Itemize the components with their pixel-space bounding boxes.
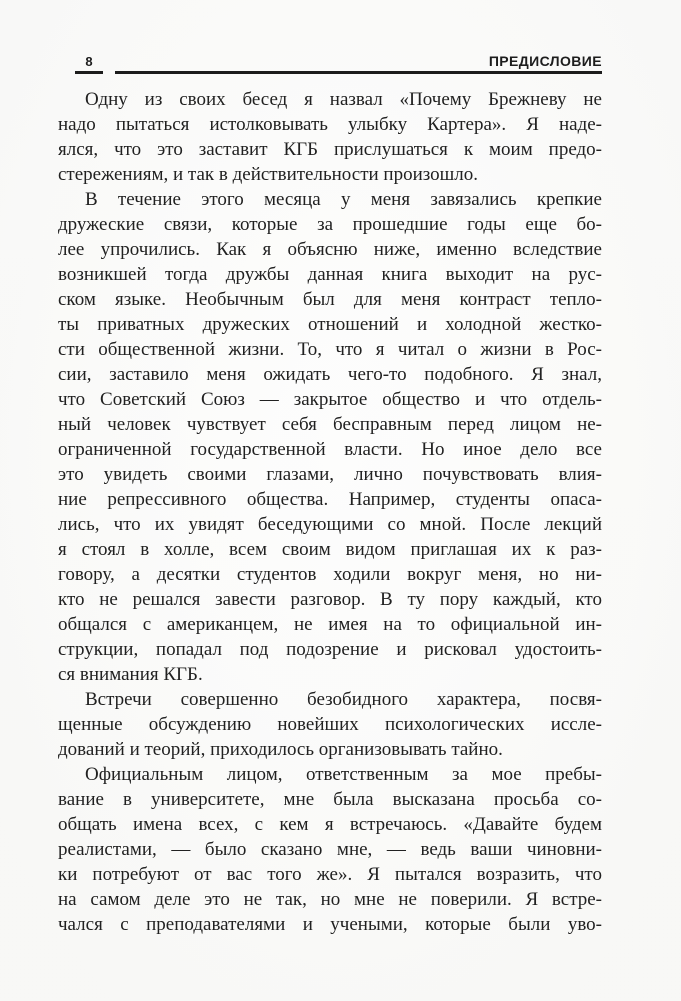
text-line: Одну из своих бесед я назвал «Почему Брежневу не [85,89,602,110]
header-rule [115,71,602,74]
text-line: вание в университете, мне была высказана просьба со- [58,789,602,810]
text-line: говору, а десятки студентов ходили вокруг меня, но ни- [58,564,602,585]
text-line: струкции, попадал под подозрение и рисковал удостоить- [58,639,602,660]
text-line: это увидеть своими глазами, лично почувствовать влия- [58,464,602,485]
text-line: В течение этого месяца у меня завязались крепкие [85,189,602,210]
text-line: сти общественной жизни. То, что я читал о жизни в Рос- [58,339,602,360]
text-line: ся внимания КГБ. [58,664,203,685]
text-line: лись, что их увидят беседующими со мной. После лекций [58,514,602,535]
text-line: ограниченной государственной власти. Но иное дело все [58,439,602,460]
page-number: 8 [85,54,93,69]
text-line: ты приватных дружеских отношений и холодной жестко- [58,314,602,335]
text-line: я стоял в холле, всем своим видом приглашая их к раз- [58,539,602,560]
text-line: надо пытаться истолковывать улыбку Картера». Я наде- [58,114,602,135]
text-line: дружеские связи, которые за прошедшие годы еще бо- [58,214,602,235]
text-line: стережениям, и так в действительности произошло. [58,164,479,185]
text-line: лее упрочились. Как я объясню ниже, именно вследствие [58,239,602,260]
text-line: ние репрессивного общества. Например, студенты опаса- [58,489,602,510]
text-line: возникшей тогда дружбы данная книга выходит на рус- [58,264,602,285]
text-line: общался с американцем, не имея на то официальной ин- [58,614,602,635]
text-line: ный человек чувствует себя бесправным перед лицом не- [58,414,602,435]
text-line: Официальным лицом, ответственным за мое пребы- [85,764,602,785]
text-line: кто не решался завести разговор. В ту пору каждый, кто [58,589,602,610]
text-line: что Советский Союз — закрытое общество и что отдель- [58,389,602,410]
text-line: щенные обсуждению новейших психологических иссле- [58,714,602,735]
page-number-underline [75,71,103,74]
text-line: сии, заставило меня ожидать чего-то подобного. Я знал, [58,364,602,385]
text-line: ялся, что это заставит КГБ прислушаться к моим предо- [58,139,602,160]
text-line: ки потребуют от вас того же». Я пытался возразить, что [58,864,602,885]
text-line: на самом деле это не так, но мне не поверили. Я встре- [58,889,602,910]
text-line: дований и теорий, приходилось организовывать тайно. [58,739,503,760]
page-body [58,87,602,937]
text-line: общать имена всех, с кем я встречаюсь. «Давайте будем [58,814,602,835]
text-line: ском языке. Необычным был для меня контраст тепло- [58,289,602,310]
text-line: чался с преподавателями и учеными, которые были уво- [58,914,602,935]
running-title: ПРЕДИСЛОВИЕ [488,53,602,69]
text-line: реалистами, — было сказано мне, — ведь ваши чиновни- [58,839,602,860]
text-line: Встречи совершенно безобидного характера, посвя- [85,689,602,710]
